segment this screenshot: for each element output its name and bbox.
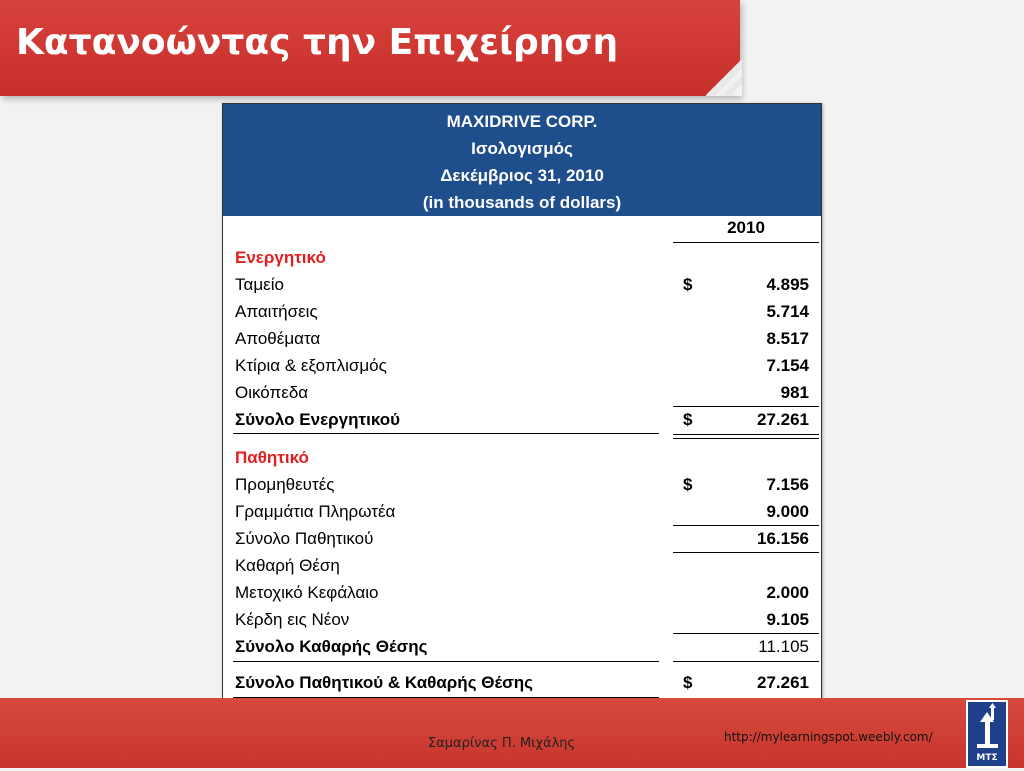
table-row xyxy=(223,607,821,634)
table-row xyxy=(223,499,821,526)
total-double-line xyxy=(673,434,819,439)
row-value: 9.105 xyxy=(766,610,809,629)
liabilities-heading: Παθητικό xyxy=(235,448,309,467)
row-label: Ταμείο xyxy=(235,275,284,294)
row-label: Κτίρια & εξοπλισμός xyxy=(235,356,387,375)
label-underline xyxy=(233,661,659,662)
equity-heading: Καθαρή Θέση xyxy=(235,556,340,575)
row-label: Γραμμάτια Πληρωτέα xyxy=(235,502,396,521)
svg-text:ΜΤΣ: ΜΤΣ xyxy=(976,753,998,763)
table-row xyxy=(223,299,821,326)
row-value: 2.000 xyxy=(766,583,809,602)
table-row xyxy=(223,326,821,353)
row-value: 7.154 xyxy=(766,356,809,375)
statement-units: (in thousands of dollars) xyxy=(422,193,622,212)
row-label: Προμηθευτές xyxy=(235,475,335,494)
site-url[interactable]: http://mylearningspot.weebly.com/ xyxy=(724,730,933,744)
row-label: Μετοχικό Κεφάλαιο xyxy=(235,583,379,602)
row-value: 11.105 xyxy=(758,637,809,656)
equity-heading-row xyxy=(223,553,821,580)
liabilities-heading-row xyxy=(223,445,821,472)
table-row xyxy=(223,272,821,299)
slide-title: Κατανοώντας την Επιχείρηση xyxy=(16,22,619,63)
row-label: Σύνολο Καθαρής Θέσης xyxy=(235,637,428,656)
currency-symbol: $ xyxy=(683,275,693,294)
table-row xyxy=(223,353,821,380)
row-value: 5.714 xyxy=(766,302,809,321)
corner-stripes-decoration xyxy=(706,60,742,96)
row-label: Σύνολο Παθητικού & Καθαρής Θέσης xyxy=(235,673,534,692)
currency-symbol: $ xyxy=(683,475,693,494)
total-liabilities-row xyxy=(223,526,821,553)
grand-total-row xyxy=(223,670,821,697)
table-row xyxy=(223,580,821,607)
row-value: 27.261 xyxy=(757,410,809,429)
row-value: 8.517 xyxy=(766,329,809,348)
assets-heading-row xyxy=(223,245,821,272)
author-name: Σαμαρίνας Π. Μιχάλης xyxy=(428,736,576,751)
company-name: MAXIDRIVE CORP. xyxy=(446,112,598,131)
statement-title: Ισολογισμός xyxy=(471,139,573,158)
balance-sheet-header xyxy=(223,104,821,216)
label-underline xyxy=(233,433,659,434)
row-value: 27.261 xyxy=(757,673,809,692)
balance-sheet xyxy=(222,103,822,735)
row-value: 16.156 xyxy=(757,529,809,548)
title-banner xyxy=(0,0,740,96)
subtotal-line xyxy=(673,661,819,662)
statement-date: Δεκέμβριος 31, 2010 xyxy=(440,166,604,185)
table-row xyxy=(223,380,821,407)
currency-symbol: $ xyxy=(683,410,693,429)
row-label: Οικόπεδα xyxy=(235,383,309,402)
row-value: 9.000 xyxy=(766,502,809,521)
row-label: Σύνολο Παθητικού xyxy=(235,529,374,548)
row-label: Σύνολο Ενεργητικού xyxy=(235,410,401,429)
total-assets-row xyxy=(223,407,821,434)
total-equity-row xyxy=(223,634,821,661)
row-label: Απαιτήσεις xyxy=(235,302,318,321)
year-underline xyxy=(673,242,819,243)
statue-of-liberty-logo-icon xyxy=(966,700,1008,768)
currency-symbol: $ xyxy=(683,673,693,692)
table-row xyxy=(223,472,821,499)
row-value: 4.895 xyxy=(766,275,809,294)
row-value: 981 xyxy=(780,383,809,402)
assets-heading: Ενεργητικό xyxy=(235,248,326,267)
row-label: Κέρδη εις Νέον xyxy=(235,610,350,629)
row-value: 7.156 xyxy=(766,475,809,494)
year-column-header: 2010 xyxy=(727,218,765,237)
row-label: Αποθέματα xyxy=(235,329,321,348)
